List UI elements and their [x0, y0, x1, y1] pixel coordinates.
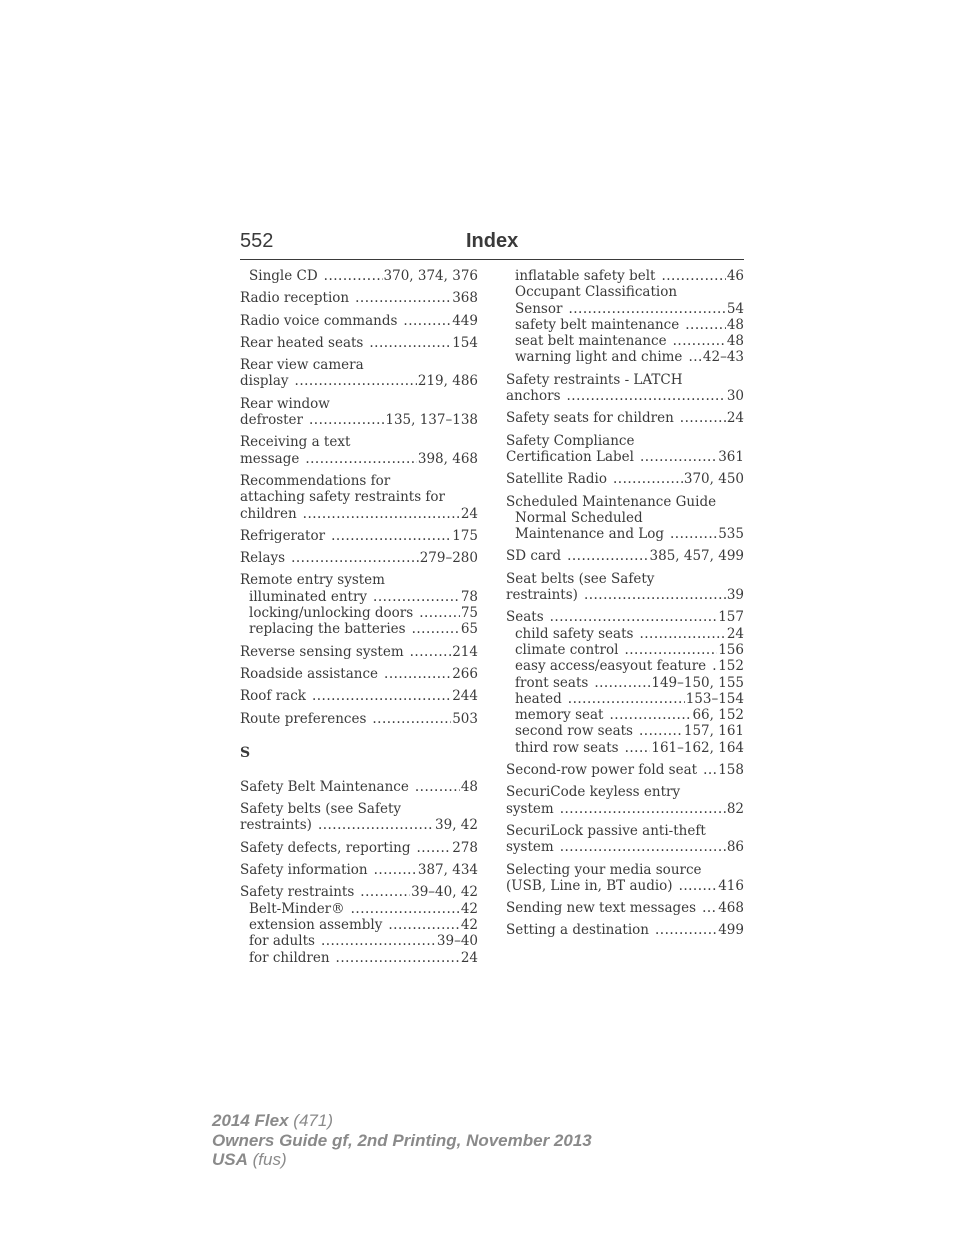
index-entry — [240, 644, 478, 660]
index-entry — [240, 779, 478, 795]
index-term: heated — [515, 690, 562, 707]
dot-leader — [336, 950, 460, 966]
index-entry — [240, 572, 478, 637]
index-term: memory seat — [515, 707, 604, 724]
index-entry-line — [506, 571, 744, 587]
index-term: restraints) — [240, 817, 312, 834]
page-footer — [212, 1111, 592, 1170]
index-subentry-line — [240, 605, 478, 621]
page-reference: 157, 161 — [683, 723, 744, 740]
index-entry — [506, 922, 744, 938]
page-reference: 86 — [726, 839, 744, 856]
index-term: Seat belts (see Safety — [506, 570, 655, 587]
index-term: Safety defects, reporting — [240, 839, 411, 856]
index-entry — [240, 473, 478, 522]
dot-leader — [594, 675, 650, 691]
index-term: Rear view camera — [240, 357, 364, 374]
dot-leader — [318, 817, 434, 833]
index-term: defroster — [240, 412, 304, 429]
index-term: climate control — [515, 641, 619, 658]
index-entry-line — [240, 884, 478, 900]
dot-leader — [568, 301, 725, 317]
index-term: third row seats — [515, 739, 619, 756]
page-reference: 65 — [460, 621, 478, 638]
dot-leader — [295, 373, 417, 389]
dot-leader — [680, 410, 726, 426]
dot-leader — [403, 313, 451, 329]
footer-guide-info: Owners Guide gf, 2nd Printing, November 2013 — [212, 1130, 592, 1150]
index-entry-line — [240, 550, 478, 566]
dot-leader — [673, 333, 726, 349]
index-subentry-line — [506, 723, 744, 739]
page-reference: 361 — [718, 448, 744, 465]
page-reference: 42 — [460, 916, 478, 933]
index-subentry-line — [506, 510, 744, 526]
index-subentry-line — [240, 589, 478, 605]
index-term: SD card — [506, 548, 562, 565]
page-reference: 24 — [726, 410, 744, 427]
index-entry — [240, 290, 478, 306]
index-term: for children — [249, 949, 330, 966]
index-term: warning light and chime — [515, 349, 683, 366]
index-entry — [506, 268, 744, 366]
index-subentry-line — [506, 626, 744, 642]
dot-leader — [305, 451, 417, 467]
index-term: Normal Scheduled — [515, 509, 643, 526]
index-term: Setting a destination — [506, 922, 649, 939]
index-subentry-line — [506, 268, 744, 284]
index-term: SecuriLock passive anti-theft — [506, 822, 706, 839]
index-entries-s-continued — [506, 268, 744, 939]
index-entry — [240, 666, 478, 682]
page-reference: 24 — [726, 625, 744, 642]
index-term: second row seats — [515, 723, 633, 740]
index-term: Roof rack — [240, 688, 306, 705]
footer-region-code: (fus) — [252, 1150, 287, 1169]
dot-leader — [639, 723, 683, 739]
page-reference: 39, 42 — [435, 817, 478, 834]
index-entry-line — [240, 666, 478, 682]
index-term: Rear heated seats — [240, 334, 364, 351]
index-entry-line — [506, 784, 744, 800]
index-entry — [240, 396, 478, 429]
page-reference: 75 — [460, 605, 478, 622]
dot-leader — [655, 922, 717, 938]
dot-leader — [685, 317, 726, 333]
page-reference: 468 — [718, 900, 744, 917]
index-subentry-line — [240, 917, 478, 933]
dot-leader — [567, 548, 648, 564]
page-reference: 370, 374, 376 — [383, 268, 478, 284]
dot-leader — [309, 412, 384, 428]
page-reference: 149–150, 155 — [651, 674, 744, 691]
index-term: Scheduled Maintenance Guide — [506, 493, 717, 510]
index-term: Safety restraints - LATCH — [506, 371, 683, 388]
index-term: Sending new text messages — [506, 900, 697, 917]
page-reference: 161–162, 164 — [651, 739, 744, 756]
index-term: Single CD — [249, 268, 318, 284]
index-term: attaching safety restraints for — [240, 489, 445, 506]
index-entry-line — [240, 572, 478, 588]
index-term: Receiving a text — [240, 434, 351, 451]
page-reference: 30 — [726, 388, 744, 405]
index-subentry-line — [506, 284, 744, 300]
dot-leader — [303, 506, 460, 522]
dot-leader — [410, 644, 452, 660]
index-entry-line — [240, 528, 478, 544]
index-entry — [506, 571, 744, 604]
dot-leader — [312, 688, 451, 704]
index-term: Radio reception — [240, 290, 350, 307]
page-reference: 368 — [452, 290, 478, 307]
index-entry — [506, 823, 744, 856]
dot-leader — [679, 878, 718, 894]
index-entry-line — [506, 839, 744, 855]
index-entry-line — [506, 762, 744, 778]
index-subentry-line — [240, 268, 478, 284]
index-entry-line — [240, 862, 478, 878]
page-reference: 42–43 — [702, 349, 744, 366]
index-entry-line — [506, 433, 744, 449]
page-reference: 24 — [460, 949, 478, 966]
index-entry-line — [240, 473, 478, 489]
index-entry-line — [240, 779, 478, 795]
index-entry — [506, 762, 744, 778]
index-entry — [506, 471, 744, 487]
dot-leader — [613, 471, 683, 487]
index-entry-line — [240, 412, 478, 428]
index-term: Reverse sensing system — [240, 643, 404, 660]
index-entry — [240, 550, 478, 566]
dot-leader — [374, 862, 417, 878]
index-entry — [506, 494, 744, 543]
page-reference: 135, 137–138 — [385, 412, 478, 429]
page-reference: 278 — [452, 839, 478, 856]
index-entry-line — [240, 801, 478, 817]
index-entry — [240, 434, 478, 467]
index-term: system — [506, 839, 554, 856]
index-entry-line — [240, 817, 478, 833]
index-entry-line — [506, 609, 744, 625]
page-reference: 499 — [718, 922, 744, 939]
page-reference: 158 — [718, 762, 744, 779]
index-entry — [240, 840, 478, 856]
page-reference: 39 — [726, 587, 744, 604]
index-term: Relays — [240, 550, 286, 567]
page-number: 552 — [240, 230, 274, 252]
index-entry-line — [506, 801, 744, 817]
index-term: Safety restraints — [240, 884, 355, 901]
footer-model-code: (471) — [293, 1111, 333, 1130]
index-entry — [240, 313, 478, 329]
footer-region: USA — [212, 1150, 248, 1169]
index-term: front seats — [515, 674, 589, 691]
index-term: Certification Label — [506, 448, 634, 465]
dot-leader — [331, 528, 451, 544]
index-term: Rear window — [240, 395, 330, 412]
dot-leader — [624, 642, 717, 658]
page-reference: 82 — [726, 800, 744, 817]
index-entry-line — [506, 471, 744, 487]
dot-leader — [712, 658, 717, 674]
index-subentry-line — [506, 317, 744, 333]
page-reference: 175 — [452, 527, 478, 544]
index-entry — [506, 410, 744, 426]
footer-line-3 — [212, 1150, 592, 1170]
page-reference: 279–280 — [419, 550, 478, 567]
dot-leader — [369, 335, 451, 351]
index-term: Remote entry system — [240, 572, 385, 589]
index-term: display — [240, 373, 289, 390]
page-reference: 39–40 — [436, 933, 478, 950]
index-term: inflatable safety belt — [515, 268, 656, 284]
index-entry — [506, 548, 744, 564]
page-reference: 154 — [452, 334, 478, 351]
index-entry — [240, 357, 478, 390]
index-term: extension assembly — [249, 916, 383, 933]
index-entry-line — [240, 373, 478, 389]
page-reference: 214 — [452, 643, 478, 660]
dot-leader — [324, 268, 383, 284]
index-term: Selecting your media source — [506, 861, 702, 878]
page-reference: 387, 434 — [417, 862, 478, 879]
page-reference: 78 — [460, 588, 478, 605]
index-subentry-line — [240, 901, 478, 917]
page-reference: 398, 468 — [417, 450, 478, 467]
index-term: SecuriCode keyless entry — [506, 784, 681, 801]
index-subentry-line — [506, 740, 744, 756]
index-entry-line — [506, 922, 744, 938]
dot-leader — [355, 290, 451, 306]
index-term: Sensor — [515, 300, 563, 317]
index-subentry-line — [506, 526, 744, 542]
index-term: child safety seats — [515, 625, 634, 642]
footer-line-1 — [212, 1111, 592, 1131]
index-entry — [506, 900, 744, 916]
dot-leader — [560, 801, 726, 817]
page-reference: 157 — [718, 609, 744, 626]
page-reference: 48 — [460, 778, 478, 795]
index-entry-line — [506, 449, 744, 465]
index-term: Safety Belt Maintenance — [240, 778, 409, 795]
footer-model: 2014 Flex — [212, 1111, 289, 1130]
index-entry-line — [240, 396, 478, 412]
index-term: message — [240, 450, 300, 467]
dot-leader — [360, 884, 410, 900]
index-entry — [240, 268, 478, 284]
index-entry-line — [240, 290, 478, 306]
index-entry — [506, 784, 744, 817]
index-subentry-line — [506, 675, 744, 691]
index-term: Seats — [506, 609, 544, 626]
index-column-left — [240, 268, 478, 972]
index-entries-r — [240, 268, 478, 727]
index-term: Roadside assistance — [240, 665, 379, 682]
index-term: illuminated entry — [249, 588, 368, 605]
index-term: restraints) — [506, 587, 578, 604]
dot-leader — [388, 917, 459, 933]
dot-leader — [384, 666, 451, 682]
index-entry-line — [240, 644, 478, 660]
page-reference: 219, 486 — [417, 373, 478, 390]
dot-leader — [321, 933, 436, 949]
index-entry — [506, 433, 744, 466]
footer-line-2 — [212, 1131, 592, 1151]
dot-leader — [639, 626, 725, 642]
index-entry-line — [506, 494, 744, 510]
index-subentry-line — [240, 950, 478, 966]
page-reference: 503 — [452, 710, 478, 727]
index-entry — [240, 862, 478, 878]
index-subentry-line — [506, 349, 744, 365]
index-term: Route preferences — [240, 710, 367, 727]
page-reference: 39–40, 42 — [411, 884, 478, 901]
dot-leader — [550, 609, 718, 625]
page-title: Index — [466, 230, 519, 252]
index-term: replacing the batteries — [249, 621, 406, 638]
index-column-right — [506, 268, 744, 945]
index-entry-line — [240, 506, 478, 522]
index-entry-line — [506, 900, 744, 916]
index-term: safety belt maintenance — [515, 316, 680, 333]
index-term: Refrigerator — [240, 527, 326, 544]
page-reference: 48 — [726, 316, 744, 333]
index-term: Second-row power fold seat — [506, 762, 698, 779]
index-entry-line — [240, 335, 478, 351]
index-entry — [240, 335, 478, 351]
page-reference: 244 — [452, 688, 478, 705]
index-term: locking/unlocking doors — [249, 605, 414, 622]
page-reference: 54 — [726, 300, 744, 317]
index-entry-line — [240, 840, 478, 856]
dot-leader — [291, 550, 419, 566]
index-term: Occupant Classification — [515, 284, 678, 301]
index-subentry-line — [506, 691, 744, 707]
index-entry-line — [506, 823, 744, 839]
index-entries-s — [240, 779, 478, 966]
index-entry-line — [240, 451, 478, 467]
page-reference: 266 — [452, 665, 478, 682]
index-term: Maintenance and Log — [515, 526, 664, 543]
index-term: seat belt maintenance — [515, 333, 667, 350]
index-entry-line — [506, 372, 744, 388]
index-term: anchors — [506, 388, 561, 405]
index-entry-line — [506, 878, 744, 894]
dot-leader — [567, 388, 726, 404]
index-subentry-line — [506, 333, 744, 349]
page-reference: 66, 152 — [692, 707, 744, 724]
dot-leader — [661, 268, 725, 284]
index-subentry-line — [506, 707, 744, 723]
dot-leader — [688, 349, 701, 365]
dot-leader — [412, 621, 460, 637]
dot-leader — [568, 691, 685, 707]
section-letter: S — [240, 744, 251, 761]
dot-leader — [415, 779, 460, 795]
index-term: Satellite Radio — [506, 471, 607, 488]
dot-leader — [670, 526, 717, 542]
page-reference: 46 — [726, 268, 744, 284]
page-header — [240, 229, 744, 260]
page-reference: 153–154 — [685, 690, 744, 707]
index-term: for adults — [249, 933, 315, 950]
dot-leader — [584, 587, 726, 603]
index-subentry-line — [506, 658, 744, 674]
index-entry-line — [506, 862, 744, 878]
dot-leader — [351, 901, 460, 917]
index-entry-line — [240, 688, 478, 704]
index-subentry-line — [240, 621, 478, 637]
page-reference: 42 — [460, 900, 478, 917]
dot-leader — [372, 711, 451, 727]
index-entry-line — [506, 548, 744, 564]
dot-leader — [609, 707, 691, 723]
page-reference: 152 — [718, 658, 744, 675]
index-entry-line — [506, 587, 744, 603]
page-reference: 385, 457, 499 — [649, 548, 744, 565]
index-subentry-line — [240, 933, 478, 949]
index-entry — [506, 862, 744, 895]
dot-leader — [560, 839, 726, 855]
index-entry-line — [240, 313, 478, 329]
dot-leader — [625, 740, 651, 756]
page-reference: 370, 450 — [683, 471, 744, 488]
dot-leader — [703, 762, 717, 778]
index-entry — [240, 528, 478, 544]
index-entry-line — [240, 357, 478, 373]
index-entry-line — [240, 434, 478, 450]
index-entry-line — [506, 388, 744, 404]
index-entry — [506, 609, 744, 756]
index-term: children — [240, 505, 297, 522]
index-entry — [240, 801, 478, 834]
dot-leader — [640, 449, 717, 465]
page-reference: 416 — [718, 877, 744, 894]
page-reference: 449 — [452, 312, 478, 329]
index-term: Safety seats for children — [506, 410, 674, 427]
index-entry-line — [240, 489, 478, 505]
dot-leader — [373, 589, 460, 605]
index-term: Safety information — [240, 862, 368, 879]
index-term: easy access/easyout feature — [515, 658, 707, 675]
index-term: Safety Compliance — [506, 432, 635, 449]
index-entry — [240, 688, 478, 704]
index-term: Safety belts (see Safety — [240, 801, 402, 818]
index-entry — [240, 884, 478, 965]
dot-leader — [416, 840, 451, 856]
page-reference: 48 — [726, 333, 744, 350]
index-term: Radio voice commands — [240, 312, 398, 329]
dot-leader — [702, 900, 717, 916]
page-reference: 535 — [718, 526, 744, 543]
index-subentry-line — [506, 642, 744, 658]
index-term: (USB, Line in, BT audio) — [506, 877, 673, 894]
index-term: Belt-Minder® — [249, 900, 345, 917]
page-reference: 24 — [460, 505, 478, 522]
index-entry-line — [506, 410, 744, 426]
index-entry-line — [240, 711, 478, 727]
dot-leader — [419, 605, 460, 621]
index-entry — [506, 372, 744, 405]
index-term: Recommendations for — [240, 472, 391, 489]
page-reference: 156 — [718, 641, 744, 658]
index-subentry-line — [506, 301, 744, 317]
index-entry — [240, 711, 478, 727]
index-term: system — [506, 800, 554, 817]
